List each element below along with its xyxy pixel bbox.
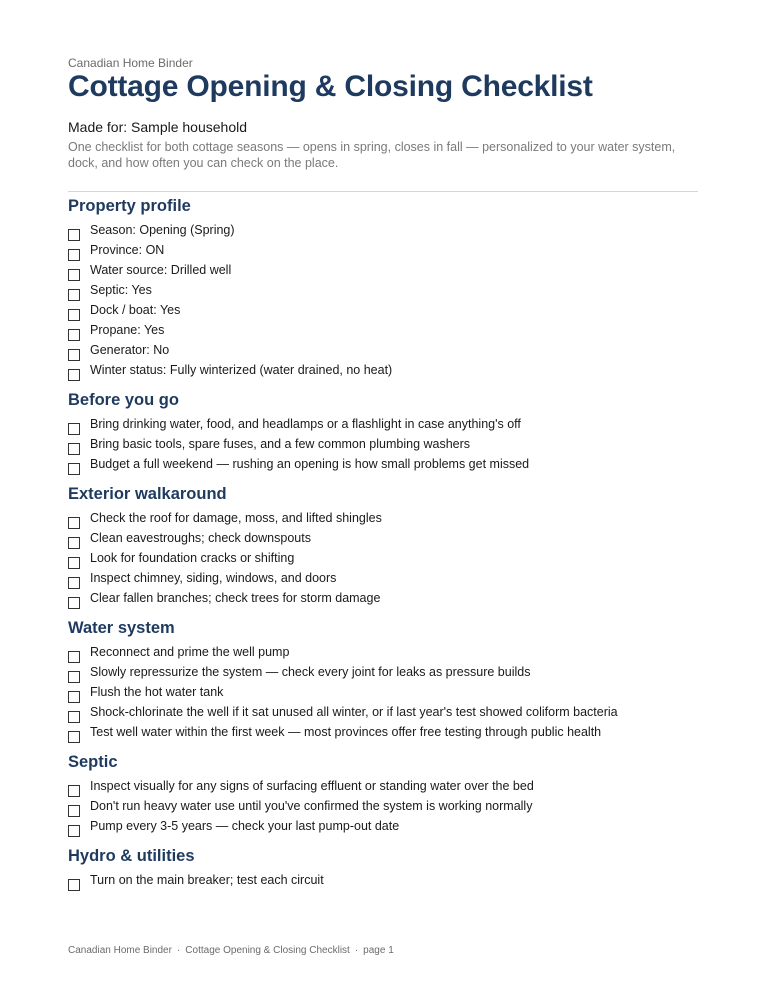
checkbox[interactable] (68, 229, 80, 241)
checklist-item-label: Flush the hot water tank (90, 685, 224, 699)
checklist-item-label: Season: Opening (Spring) (90, 223, 235, 237)
checkbox[interactable] (68, 577, 80, 589)
checklist-item (68, 818, 698, 838)
section-heading: Exterior walkaround (68, 485, 227, 503)
checklist-item (68, 436, 698, 456)
checklist-item (68, 282, 698, 302)
checklist-item (68, 322, 698, 342)
checklist-item-label: Pump every 3-5 years — check your last pump-out date (90, 819, 400, 833)
checklist-item-label: Look for foundation cracks or shifting (90, 551, 295, 565)
checklist-section (68, 390, 698, 476)
footer-page-number: page 1 (363, 945, 394, 956)
checkbox[interactable] (68, 785, 80, 797)
checklist-items (68, 510, 698, 610)
checklist-item (68, 342, 698, 362)
header-divider (68, 191, 698, 192)
checklist-items (68, 222, 698, 382)
checklist-item-label: Winter status: Fully winterized (water drained, no heat) (90, 363, 393, 377)
section-heading: Septic (68, 753, 118, 771)
page-footer (68, 945, 394, 956)
checklist-item (68, 798, 698, 818)
checklist-item-label: Inspect visually for any signs of surfacing effluent or standing water over the bed (90, 779, 534, 793)
checklist-sections (68, 196, 698, 892)
intro-text: One checklist for both cottage seasons — opens in spring, closes in fall — personalized to your water system, dock, and how often you can check on the place. (68, 140, 676, 170)
checklist-items (68, 872, 698, 892)
checklist-item-label: Clear fallen branches; check trees for storm damage (90, 591, 381, 605)
checklist-item (68, 262, 698, 282)
checklist-item (68, 456, 698, 476)
checklist-item-label: Test well water within the first week — most provinces offer free testing through public health (90, 725, 602, 739)
section-heading: Hydro & utilities (68, 847, 195, 865)
checkbox[interactable] (68, 423, 80, 435)
checkbox[interactable] (68, 691, 80, 703)
checkbox[interactable] (68, 671, 80, 683)
checklist-item (68, 590, 698, 610)
footer-separator: · (176, 945, 181, 956)
checklist-item-label: Slowly repressurize the system — check every joint for leaks as pressure builds (90, 665, 531, 679)
checkbox[interactable] (68, 557, 80, 569)
checklist-items (68, 644, 698, 744)
checklist-item-label: Check the roof for damage, moss, and lifted shingles (90, 511, 382, 525)
checklist-section (68, 618, 698, 744)
checkbox[interactable] (68, 309, 80, 321)
checklist-item-label: Inspect chimney, siding, windows, and doors (90, 571, 337, 585)
checklist-item (68, 302, 698, 322)
checkbox[interactable] (68, 879, 80, 891)
checklist-item (68, 570, 698, 590)
page-title: Cottage Opening & Closing Checklist (68, 70, 593, 103)
footer-doc-title: Cottage Opening & Closing Checklist (185, 945, 350, 956)
checklist-item (68, 724, 698, 744)
checklist-item (68, 550, 698, 570)
checklist-section (68, 484, 698, 610)
checklist-item-label: Don't run heavy water use until you've confirmed the system is working normally (90, 799, 533, 813)
checkbox[interactable] (68, 731, 80, 743)
checklist-item (68, 242, 698, 262)
checklist-item-label: Province: ON (90, 243, 165, 257)
checklist-item (68, 222, 698, 242)
footer-brand: Canadian Home Binder (68, 945, 172, 956)
checklist-items (68, 416, 698, 476)
section-heading: Before you go (68, 391, 179, 409)
checkbox[interactable] (68, 349, 80, 361)
checklist-item (68, 510, 698, 530)
checklist-item (68, 684, 698, 704)
checklist-item-label: Dock / boat: Yes (90, 303, 181, 317)
checkbox[interactable] (68, 537, 80, 549)
checklist-section (68, 846, 698, 892)
checkbox[interactable] (68, 463, 80, 475)
checklist-item-label: Turn on the main breaker; test each circuit (90, 873, 324, 887)
checkbox[interactable] (68, 597, 80, 609)
footer-separator: · (354, 945, 359, 956)
checkbox[interactable] (68, 825, 80, 837)
checkbox[interactable] (68, 289, 80, 301)
checklist-page (68, 56, 698, 892)
checkbox[interactable] (68, 711, 80, 723)
checklist-item-label: Clean eavestroughs; check downspouts (90, 531, 311, 545)
checkbox[interactable] (68, 651, 80, 663)
checklist-item (68, 872, 698, 892)
checklist-item (68, 362, 698, 382)
checklist-item-label: Budget a full weekend — rushing an opening is how small problems get missed (90, 457, 530, 471)
checkbox[interactable] (68, 249, 80, 261)
checkbox[interactable] (68, 805, 80, 817)
checklist-items (68, 778, 698, 838)
checklist-item-label: Bring drinking water, food, and headlamps or a flashlight in case anything's off (90, 417, 521, 431)
checkbox[interactable] (68, 369, 80, 381)
section-heading: Water system (68, 619, 175, 637)
checklist-item-label: Generator: No (90, 343, 170, 357)
checklist-item-label: Propane: Yes (90, 323, 165, 337)
checklist-item-label: Bring basic tools, spare fuses, and a few common plumbing washers (90, 437, 471, 451)
checklist-section (68, 752, 698, 838)
checklist-item (68, 644, 698, 664)
checklist-item (68, 778, 698, 798)
checklist-item-label: Septic: Yes (90, 283, 152, 297)
checklist-item (68, 530, 698, 550)
checkbox[interactable] (68, 269, 80, 281)
checkbox[interactable] (68, 443, 80, 455)
checklist-item-label: Water source: Drilled well (90, 263, 232, 277)
section-heading: Property profile (68, 197, 191, 215)
checklist-item (68, 704, 698, 724)
checkbox[interactable] (68, 517, 80, 529)
checklist-item (68, 416, 698, 436)
checklist-item (68, 664, 698, 684)
checklist-section (68, 196, 698, 382)
brand-label: Canadian Home Binder (68, 56, 193, 70)
made-for-line: Made for: Sample household (68, 119, 247, 135)
checklist-item-label: Shock-chlorinate the well if it sat unused all winter, or if last year's test showed coliform bacteria (90, 705, 618, 719)
checkbox[interactable] (68, 329, 80, 341)
checklist-item-label: Reconnect and prime the well pump (90, 645, 290, 659)
